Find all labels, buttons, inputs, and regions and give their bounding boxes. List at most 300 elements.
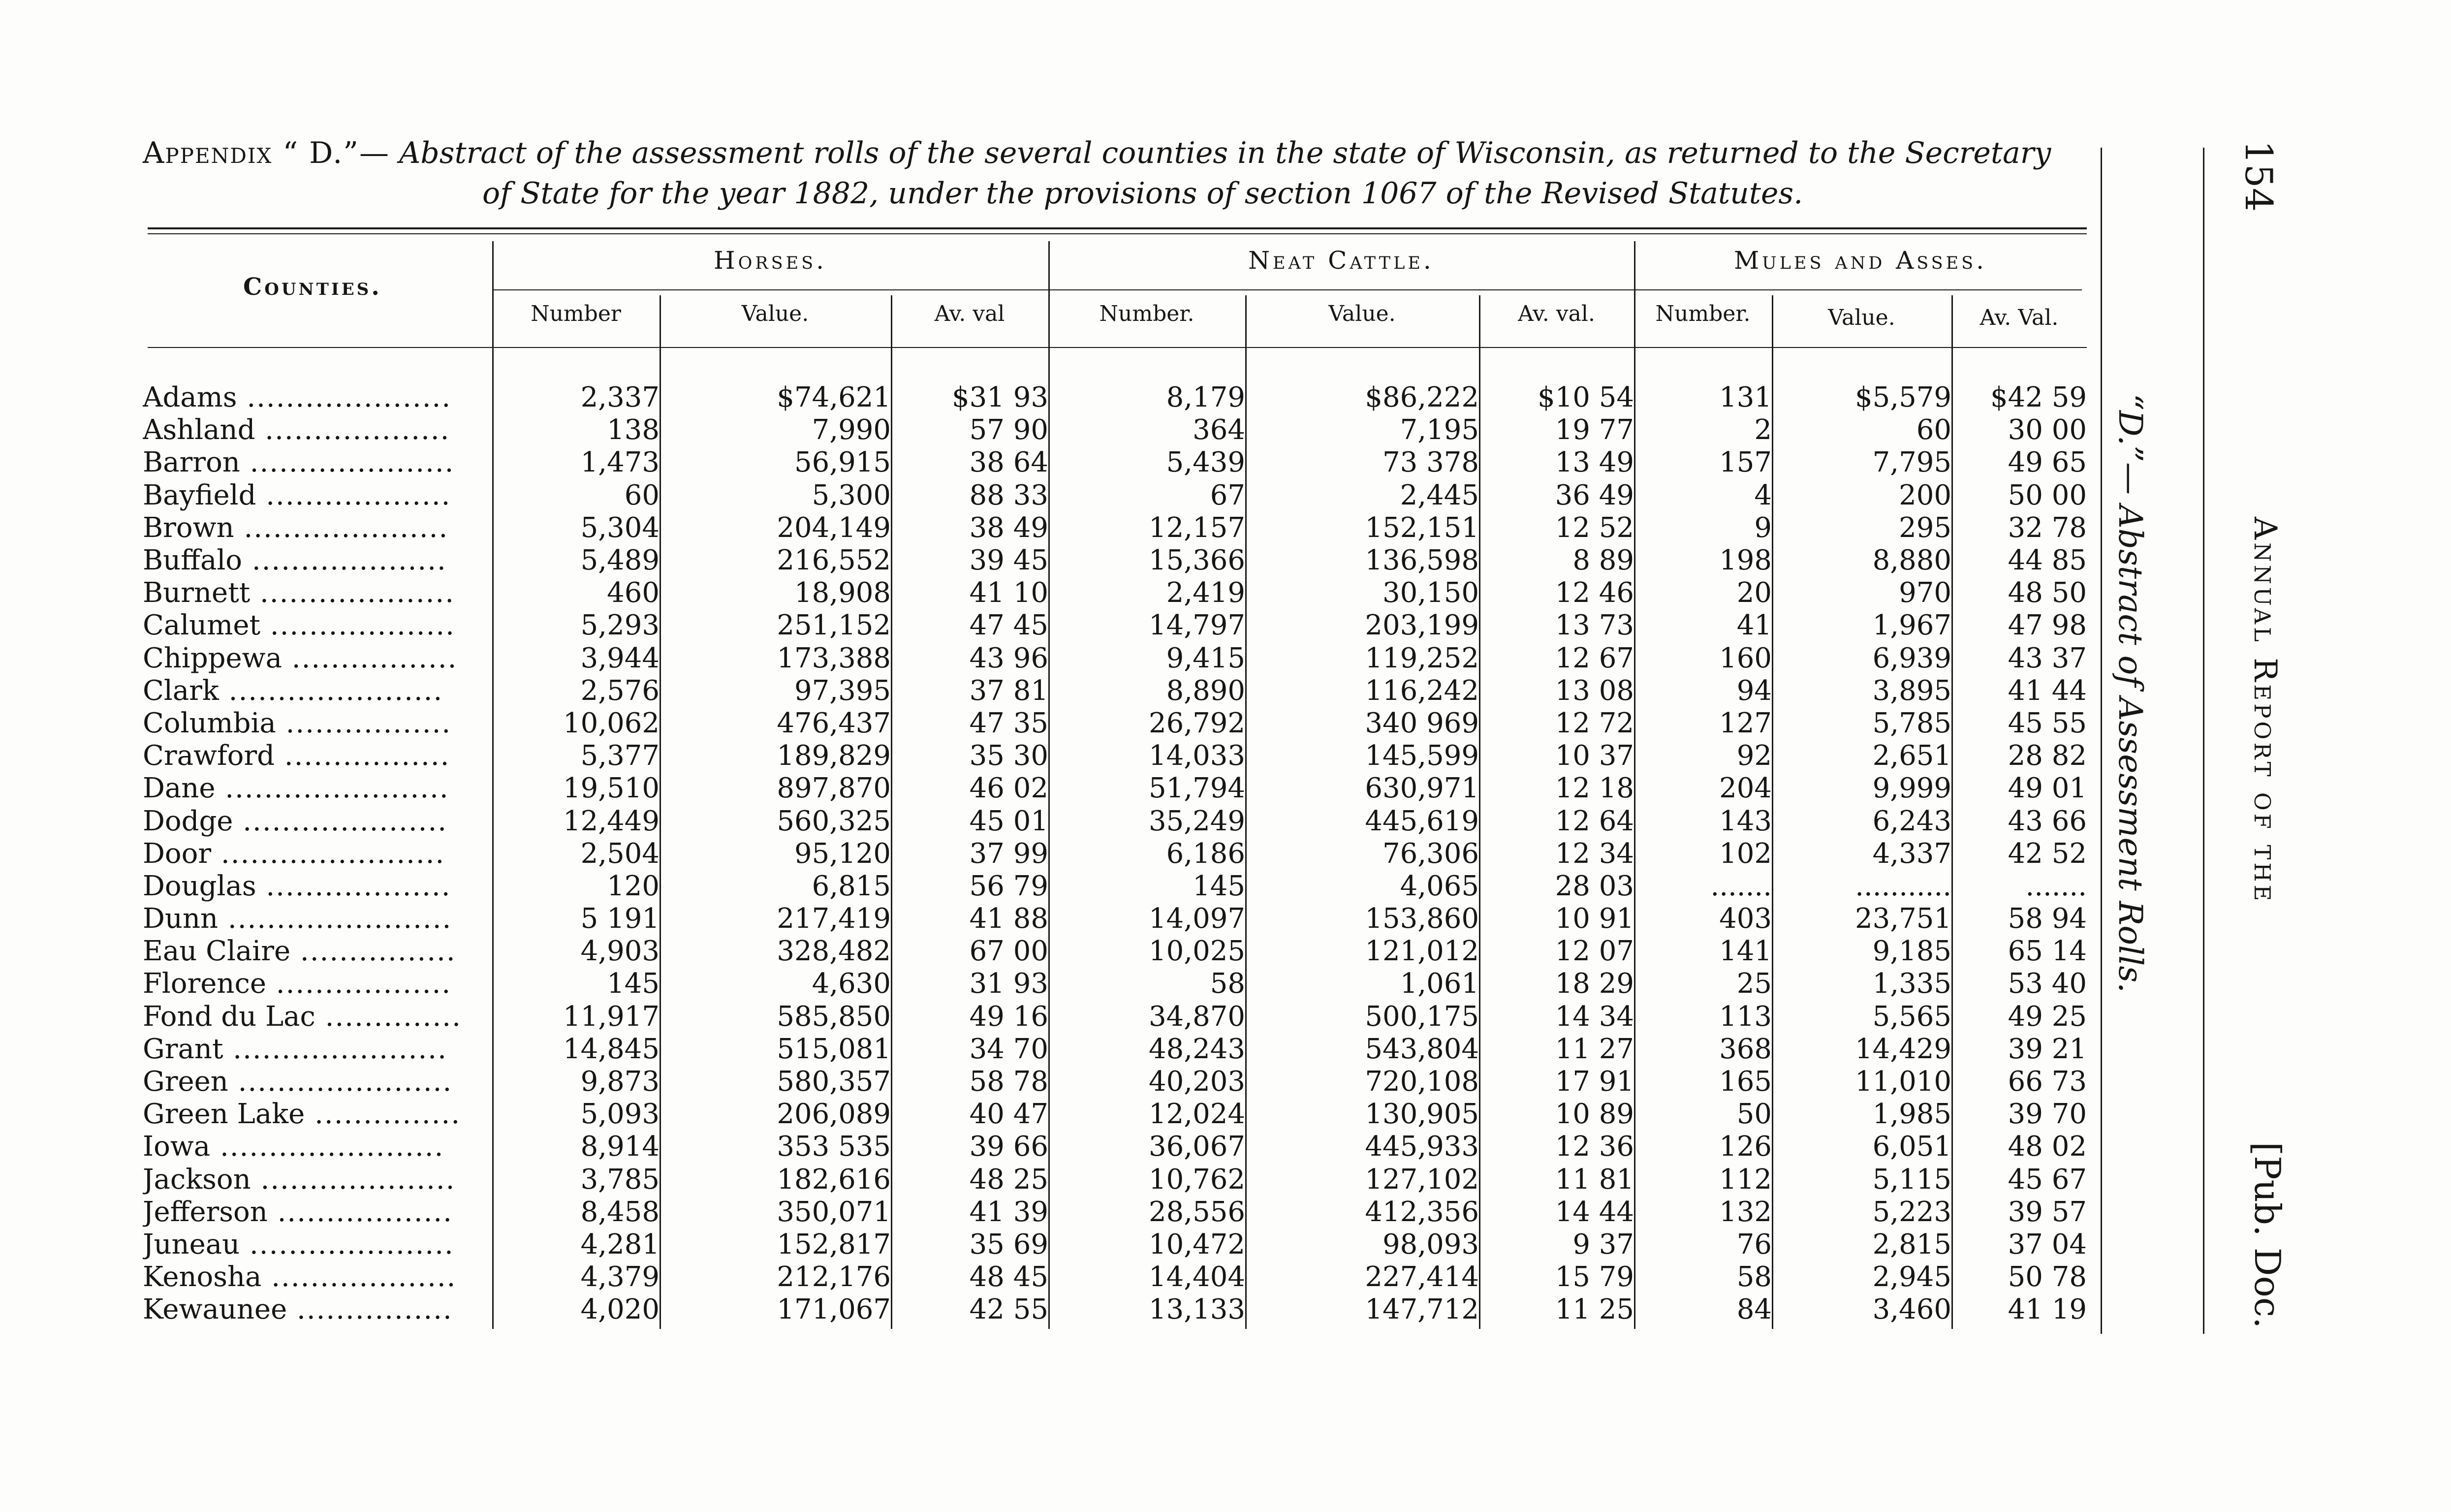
- cell-h-av: 67 00: [969, 935, 1048, 968]
- leader-dots: .....................: [237, 381, 452, 414]
- cell-c-val: 121,012: [1365, 935, 1479, 968]
- cell-m-av: 45 67: [2008, 1163, 2087, 1196]
- cell-h-av: 46 02: [969, 772, 1048, 805]
- cell-h-av: 48 25: [969, 1163, 1048, 1196]
- leader-dots: ......................: [219, 674, 443, 707]
- cell-h-av: 57 90: [969, 414, 1048, 446]
- table-row: [143, 446, 2087, 479]
- leader-dots: .....................: [240, 446, 455, 479]
- cell-m-num: 25: [1736, 968, 1772, 1000]
- leader-dots: ....................: [242, 544, 447, 577]
- cell-m-av: 30 00: [2008, 414, 2087, 446]
- cell-m-num: 2: [1754, 414, 1772, 446]
- cell-h-num: 120: [607, 870, 660, 902]
- cell-h-av: 37 99: [969, 837, 1048, 870]
- county-name: [143, 870, 492, 903]
- cell-c-val: 203,199: [1365, 609, 1479, 642]
- cell-h-val: 350,071: [777, 1196, 891, 1228]
- document-title: [143, 133, 2087, 214]
- county-name: [143, 1066, 492, 1098]
- cell-c-av: 11 25: [1555, 1293, 1634, 1326]
- cell-h-num: 5,377: [580, 740, 660, 772]
- cell-m-val: 295: [1899, 511, 1951, 544]
- cell-h-num: 3,944: [580, 642, 660, 674]
- cell-m-num: 50: [1736, 1098, 1772, 1131]
- cell-m-val: 11,010: [1855, 1066, 1951, 1098]
- county-label: Columbia: [143, 707, 276, 739]
- cell-h-av: 42 55: [969, 1293, 1048, 1326]
- pub-doc-label: [Pub. Doc.: [2247, 1142, 2288, 1329]
- cell-m-av: 49 01: [2008, 772, 2087, 805]
- cell-h-num: 4,379: [580, 1261, 660, 1293]
- county-label: Adams: [143, 381, 237, 414]
- county-name: [143, 1001, 492, 1033]
- mules-value-header: Value.: [1828, 305, 1895, 330]
- cell-m-val: 3,895: [1872, 674, 1951, 707]
- cell-m-av: 39 70: [2008, 1098, 2087, 1131]
- county-name: [143, 707, 492, 740]
- cell-m-num: 58: [1736, 1261, 1772, 1293]
- leader-dots: .......................: [210, 1131, 444, 1163]
- county-name: [143, 968, 492, 1000]
- county-label: Green Lake: [143, 1098, 305, 1131]
- cell-c-val: 130,905: [1365, 1098, 1479, 1131]
- county-name: [143, 1033, 492, 1066]
- cell-h-num: 8,458: [580, 1196, 660, 1228]
- cell-c-num: 12,157: [1149, 511, 1245, 544]
- cell-h-num: 10,062: [563, 707, 660, 739]
- cell-c-av: 9 37: [1572, 1228, 1634, 1260]
- cell-h-val: 206,089: [777, 1098, 891, 1131]
- cell-c-num: 2,419: [1166, 577, 1245, 609]
- leader-dots: ....................: [251, 1163, 456, 1196]
- leader-dots: .................: [282, 642, 458, 674]
- cell-m-num: 4: [1754, 479, 1772, 511]
- county-name: [143, 772, 492, 805]
- cell-c-av: 19 77: [1555, 414, 1634, 446]
- cell-h-val: 171,067: [777, 1293, 891, 1326]
- county-name: [143, 1164, 492, 1196]
- county-label: Juneau: [143, 1228, 240, 1260]
- cell-h-av: 48 45: [969, 1261, 1048, 1293]
- cell-c-av: 12 36: [1555, 1131, 1634, 1163]
- cell-c-av: 10 91: [1555, 903, 1634, 935]
- county-label: Barron: [143, 446, 240, 479]
- mules-asses-header: Mules and Asses.: [1733, 246, 1987, 275]
- cell-m-av: $42 59: [1990, 381, 2087, 414]
- leader-dots: ....................: [250, 577, 455, 609]
- cell-c-val: 136,598: [1365, 544, 1479, 577]
- table-row: [143, 414, 2087, 446]
- cell-h-av: 34 70: [969, 1033, 1048, 1065]
- horses-value-header: Value.: [741, 301, 809, 326]
- appendix-label: Appendix “ D.”—: [143, 136, 390, 170]
- cell-m-av: 28 82: [2008, 740, 2087, 772]
- cell-h-val: 95,120: [794, 837, 891, 870]
- county-name: [143, 935, 492, 968]
- cell-c-num: 26,792: [1149, 707, 1245, 739]
- cell-h-val: 7,990: [812, 414, 891, 446]
- table-row: [143, 1066, 2087, 1098]
- leader-dots: .......................: [211, 837, 445, 870]
- cell-h-num: 2,337: [580, 381, 660, 414]
- cell-c-val: 500,175: [1365, 1000, 1479, 1033]
- cell-c-num: 14,404: [1149, 1261, 1245, 1293]
- county-label: Clark: [143, 674, 219, 707]
- horses-number-header: Number: [531, 301, 621, 326]
- cell-c-val: 227,414: [1365, 1261, 1479, 1293]
- cell-m-av: 37 04: [2008, 1228, 2087, 1260]
- cell-h-num: 4,903: [580, 935, 660, 968]
- table-row: [143, 1001, 2087, 1033]
- cell-m-num: 127: [1719, 707, 1772, 739]
- cell-c-av: 15 79: [1555, 1261, 1634, 1293]
- cell-h-val: 216,552: [777, 544, 891, 577]
- county-label: Eau Claire: [143, 935, 291, 968]
- cell-c-val: 7,195: [1400, 414, 1479, 446]
- cell-c-val: 445,619: [1365, 805, 1479, 837]
- county-label: Kewaunee: [143, 1293, 287, 1326]
- cell-h-av: 37 81: [969, 674, 1048, 707]
- cell-m-num: 165: [1719, 1066, 1772, 1098]
- cell-m-av: 39 21: [2008, 1033, 2087, 1065]
- cell-c-val: 543,804: [1365, 1033, 1479, 1065]
- cell-m-av: 66 73: [2008, 1066, 2087, 1098]
- cell-h-val: 251,152: [777, 609, 891, 642]
- cell-h-av: 47 45: [969, 609, 1048, 642]
- leader-dots: ................: [290, 935, 456, 968]
- cell-m-num: 143: [1719, 805, 1772, 837]
- cell-m-val: 4,337: [1872, 837, 1951, 870]
- cell-m-av: 45 55: [2008, 707, 2087, 739]
- cell-c-av: 28 03: [1555, 870, 1634, 902]
- leader-dots: ..............: [315, 1000, 462, 1033]
- cell-m-num: 204: [1719, 772, 1772, 805]
- cell-h-av: 35 69: [969, 1228, 1048, 1260]
- cattle-number-header: Number.: [1099, 301, 1194, 326]
- cell-m-av: 41 44: [2008, 674, 2087, 707]
- cell-h-num: 5,293: [580, 609, 660, 642]
- county-label: Grant: [143, 1033, 223, 1065]
- cell-m-num: 102: [1719, 837, 1772, 870]
- cell-c-num: 67: [1210, 479, 1245, 511]
- cell-h-av: 31 93: [969, 968, 1048, 1000]
- cell-c-num: 10,472: [1149, 1228, 1245, 1260]
- table-row: [143, 512, 2087, 544]
- county-name: [143, 609, 492, 642]
- county-label: Door: [143, 837, 212, 870]
- cell-c-num: 34,870: [1149, 1000, 1245, 1033]
- cell-h-val: 585,850: [777, 1000, 891, 1033]
- cell-m-val: 9,999: [1872, 772, 1951, 805]
- cell-m-num: 157: [1719, 446, 1772, 479]
- cell-h-num: 12,449: [563, 805, 660, 837]
- cell-m-num: 141: [1719, 935, 1772, 968]
- cell-h-num: 5,093: [580, 1098, 660, 1131]
- cell-c-av: 18 29: [1555, 968, 1634, 1000]
- county-label: Brown: [143, 511, 234, 544]
- cell-m-val: 6,939: [1872, 642, 1951, 674]
- cell-c-num: 40,203: [1149, 1066, 1245, 1098]
- running-head: Annual Report of the: [2247, 517, 2283, 904]
- cell-c-val: 340 969: [1365, 707, 1479, 739]
- cell-c-num: 35,249: [1149, 805, 1245, 837]
- county-name: [143, 1131, 492, 1163]
- leader-dots: ...................: [256, 870, 451, 902]
- cell-c-val: 720,108: [1365, 1066, 1479, 1098]
- cell-m-num: 160: [1719, 642, 1772, 674]
- cell-m-val: 3,460: [1872, 1293, 1951, 1326]
- county-label: Chippewa: [143, 642, 282, 674]
- cell-m-val: 1,335: [1872, 968, 1951, 1000]
- cell-h-av: 35 30: [969, 740, 1048, 772]
- cell-m-av: 44 85: [2008, 544, 2087, 577]
- cell-c-val: 412,356: [1365, 1196, 1479, 1228]
- cell-c-av: 10 37: [1555, 740, 1634, 772]
- cell-h-val: 189,829: [777, 740, 891, 772]
- cell-c-val: 147,712: [1365, 1293, 1479, 1326]
- cell-h-val: 204,149: [777, 511, 891, 544]
- cell-h-av: 56 79: [969, 870, 1048, 902]
- county-label: Douglas: [143, 870, 256, 902]
- cell-c-av: 12 18: [1555, 772, 1634, 805]
- cell-c-av: 12 07: [1555, 935, 1634, 968]
- cell-m-av: 32 78: [2008, 511, 2087, 544]
- county-label: Crawford: [143, 740, 275, 772]
- leader-dots: ................: [287, 1293, 453, 1326]
- cell-h-num: 4,281: [580, 1228, 660, 1260]
- table-row: [143, 1196, 2087, 1228]
- county-name: [143, 642, 492, 675]
- cell-c-num: 14,033: [1149, 740, 1245, 772]
- cell-m-num: 84: [1736, 1293, 1772, 1326]
- table-row: [143, 577, 2087, 609]
- county-label: Buffalo: [143, 544, 243, 577]
- county-name: [143, 1098, 492, 1131]
- cell-h-av: 47 35: [969, 707, 1048, 739]
- leader-dots: ...................: [261, 1261, 457, 1293]
- cell-c-num: 13,133: [1149, 1293, 1245, 1326]
- title-line-2: of State for the year 1882, under the provisions of section 1067 of the Revised Statutes.: [482, 176, 1803, 211]
- cell-m-val: 970: [1899, 577, 1951, 609]
- cell-c-val: 1,061: [1400, 968, 1479, 1000]
- cell-h-av: 49 16: [969, 1000, 1048, 1033]
- county-name: [143, 1228, 492, 1261]
- cell-c-av: 14 44: [1555, 1196, 1634, 1228]
- county-name: [143, 544, 492, 577]
- cell-c-val: 30,150: [1383, 577, 1479, 609]
- leader-dots: ......................: [223, 1033, 447, 1065]
- cell-c-av: 12 46: [1555, 577, 1634, 609]
- cell-m-av: .......: [2025, 870, 2087, 902]
- cell-m-val: $5,579: [1855, 381, 1951, 414]
- county-name: [143, 805, 492, 837]
- cell-c-num: 6,186: [1166, 837, 1245, 870]
- county-name: [143, 479, 492, 512]
- cell-m-av: 43 37: [2008, 642, 2087, 674]
- cell-c-av: 13 49: [1555, 446, 1634, 479]
- cell-h-num: 9,873: [580, 1066, 660, 1098]
- cell-m-av: 53 40: [2008, 968, 2087, 1000]
- cell-h-num: 5 191: [580, 903, 660, 935]
- cell-c-num: 9,415: [1166, 642, 1245, 674]
- county-name: [143, 414, 492, 446]
- table-row: [143, 740, 2087, 772]
- table-row: [143, 675, 2087, 707]
- cell-h-val: 515,081: [777, 1033, 891, 1065]
- cell-m-num: 403: [1719, 903, 1772, 935]
- cell-c-av: 14 34: [1555, 1000, 1634, 1033]
- county-label: Bayfield: [143, 479, 256, 511]
- mules-av-val-header: Av. Val.: [1980, 305, 2059, 330]
- cell-c-val: 76,306: [1383, 837, 1479, 870]
- cell-c-num: 10,762: [1149, 1163, 1245, 1196]
- cell-c-val: 73 378: [1383, 446, 1479, 479]
- cell-c-val: 152,151: [1365, 511, 1479, 544]
- cell-m-val: ...........: [1855, 870, 1951, 902]
- cell-m-val: 8,880: [1872, 544, 1951, 577]
- cell-m-val: 5,785: [1872, 707, 1951, 739]
- cell-c-av: 36 49: [1555, 479, 1634, 511]
- cell-c-num: 364: [1193, 414, 1245, 446]
- cell-c-val: 4,065: [1400, 870, 1479, 902]
- cell-h-val: 182,616: [777, 1163, 891, 1196]
- cell-m-val: 9,185: [1872, 935, 1951, 968]
- cell-m-av: 47 98: [2008, 609, 2087, 642]
- cell-h-val: 173,388: [777, 642, 891, 674]
- leader-dots: .....................: [233, 805, 448, 837]
- cell-c-av: 8 89: [1572, 544, 1634, 577]
- cell-c-num: 14,097: [1149, 903, 1245, 935]
- county-label: Green: [143, 1066, 228, 1098]
- cell-c-val: 153,860: [1365, 903, 1479, 935]
- title-line-1: Abstract of the assessment rolls of the several counties in the state of Wisconsin, as returned to the Secretary: [389, 136, 2051, 170]
- cell-h-num: 11,917: [563, 1000, 660, 1033]
- cell-m-av: 42 52: [2008, 837, 2087, 870]
- side-title: “D.”— Abstract of Assessment Rolls.: [2111, 394, 2149, 993]
- cell-m-val: 23,751: [1855, 903, 1951, 935]
- cattle-value-header: Value.: [1328, 301, 1396, 326]
- table-row: [143, 609, 2087, 642]
- cell-h-val: 5,300: [812, 479, 891, 511]
- cell-m-num: 92: [1736, 740, 1772, 772]
- cell-h-val: 97,395: [794, 674, 891, 707]
- county-label: Ashland: [143, 414, 255, 446]
- cell-h-num: 460: [607, 577, 660, 609]
- table-row: [143, 903, 2087, 935]
- cell-c-val: 119,252: [1365, 642, 1479, 674]
- cell-m-num: 113: [1719, 1000, 1772, 1033]
- cell-h-num: 19,510: [563, 772, 660, 805]
- leader-dots: .....................: [240, 1228, 454, 1260]
- table-row: [143, 1164, 2087, 1196]
- county-label: Florence: [143, 968, 266, 1000]
- cell-h-av: 38 49: [969, 511, 1048, 544]
- cell-m-num: 76: [1736, 1228, 1772, 1260]
- cell-m-num: 20: [1736, 577, 1772, 609]
- cell-c-val: $86,222: [1365, 381, 1479, 414]
- cell-c-num: 48,243: [1149, 1033, 1245, 1065]
- county-name: [143, 1261, 492, 1293]
- cell-h-num: 145: [607, 968, 660, 1000]
- table-row: [143, 805, 2087, 837]
- cell-m-val: 5,565: [1872, 1000, 1951, 1033]
- county-name: [143, 1293, 492, 1326]
- table-row: [143, 707, 2087, 740]
- horses-header: Horses.: [713, 246, 827, 275]
- cell-m-num: 368: [1719, 1033, 1772, 1065]
- cell-h-val: 580,357: [777, 1066, 891, 1098]
- county-name: [143, 675, 492, 707]
- leader-dots: ...................: [260, 609, 455, 642]
- cell-c-num: 28,556: [1149, 1196, 1245, 1228]
- group-header-rule: [492, 289, 2082, 290]
- cell-m-av: 43 66: [2008, 805, 2087, 837]
- cell-c-num: 58: [1210, 968, 1245, 1000]
- cell-m-av: 39 57: [2008, 1196, 2087, 1228]
- leader-dots: ..................: [266, 968, 452, 1000]
- cell-h-num: 3,785: [580, 1163, 660, 1196]
- cell-m-val: 6,051: [1872, 1131, 1951, 1163]
- cell-m-num: 126: [1719, 1131, 1772, 1163]
- top-rule-thin: [148, 233, 2087, 234]
- cattle-av-val-header: Av. val.: [1518, 301, 1595, 326]
- cell-h-av: 41 10: [969, 577, 1048, 609]
- cell-m-val: 14,429: [1855, 1033, 1951, 1065]
- cell-h-val: 476,437: [777, 707, 891, 739]
- leader-dots: ...................: [255, 414, 450, 446]
- cell-h-num: 138: [607, 414, 660, 446]
- county-label: Iowa: [143, 1131, 211, 1163]
- leader-dots: ..................: [267, 1196, 453, 1228]
- cell-m-val: 5,223: [1872, 1196, 1951, 1228]
- table-row: [143, 870, 2087, 903]
- cell-m-av: 48 02: [2008, 1131, 2087, 1163]
- cell-c-av: 10 89: [1555, 1098, 1634, 1131]
- cell-c-av: 12 72: [1555, 707, 1634, 739]
- table-row: [143, 1033, 2087, 1066]
- cell-m-av: 49 65: [2008, 446, 2087, 479]
- assessment-table: [143, 381, 2087, 1326]
- mules-number-header: Number.: [1655, 301, 1751, 326]
- table-row: [143, 772, 2087, 805]
- cell-m-num: 41: [1736, 609, 1772, 642]
- cell-h-val: 4,630: [812, 968, 891, 1000]
- cell-m-val: 6,243: [1872, 805, 1951, 837]
- neat-cattle-header: Neat Cattle.: [1248, 246, 1434, 275]
- table-row: [143, 1098, 2087, 1131]
- leader-dots: ...............: [305, 1098, 461, 1131]
- county-label: Kenosha: [143, 1261, 262, 1293]
- cell-m-num: 94: [1736, 674, 1772, 707]
- cell-m-av: 41 19: [2008, 1293, 2087, 1326]
- county-label: Burnett: [143, 577, 251, 609]
- cell-h-av: 40 47: [969, 1098, 1048, 1131]
- cell-h-val: 217,419: [777, 903, 891, 935]
- county-name: [143, 740, 492, 772]
- top-rule: [148, 227, 2087, 229]
- cell-m-val: 2,815: [1872, 1228, 1951, 1260]
- cell-m-val: 7,795: [1872, 446, 1951, 479]
- cell-c-av: 12 64: [1555, 805, 1634, 837]
- cell-m-val: 1,967: [1872, 609, 1951, 642]
- cell-c-av: 17 91: [1555, 1066, 1634, 1098]
- cell-m-num: 198: [1719, 544, 1772, 577]
- county-label: Jefferson: [143, 1196, 268, 1228]
- county-name: [143, 1196, 492, 1228]
- cell-h-num: 2,504: [580, 837, 660, 870]
- cell-c-av: 11 27: [1555, 1033, 1634, 1065]
